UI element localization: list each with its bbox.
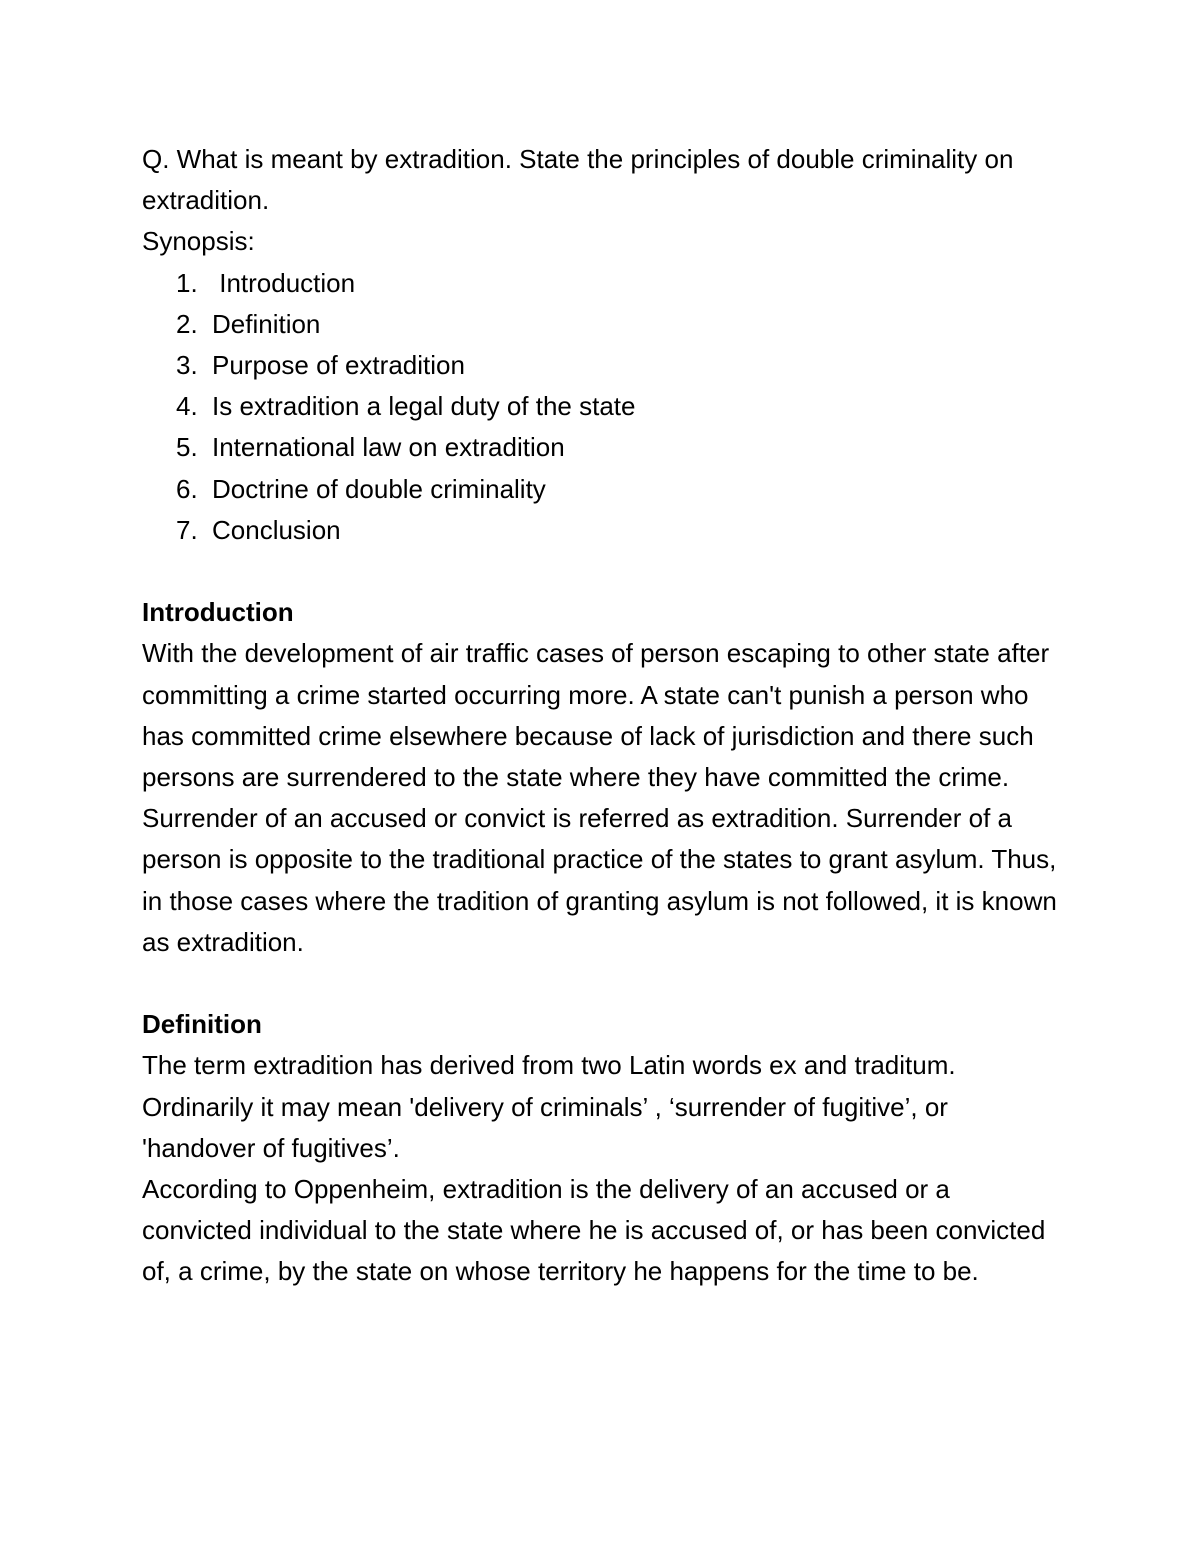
synopsis-item bbox=[142, 386, 1062, 427]
synopsis-label: Synopsis: bbox=[142, 226, 255, 257]
synopsis-item bbox=[142, 510, 1062, 551]
definition-body-paragraph: The term extradition has derived from two Latin words ex and traditum. Ordinarily it may mean 'delivery of criminals’ , ‘surrender of fugitive’, or 'handover of fugitives’. bbox=[142, 1050, 956, 1163]
introduction-body: With the development of air traffic cases of person escaping to other state after committing a crime started occurring more. A state can't punish a person who has committed crime elsewhere because of lack of jurisdiction and there such persons are surrendered to the state where they have committed the crime. Surrender of an accused or convict is referred as extradition. Surrender of a person is opposite to the traditional practice of the states to grant asylum. Thus, in those cases where the tradition of granting asylum is not followed, it is known as extradition. bbox=[142, 638, 1057, 957]
list-number: 1. bbox=[176, 267, 198, 298]
list-text: Is extradition a legal duty of the state bbox=[212, 391, 636, 422]
list-number: 3. bbox=[176, 350, 198, 381]
list-text: Introduction bbox=[212, 267, 356, 298]
definition-heading: Definition bbox=[142, 1009, 262, 1040]
list-text: International law on extradition bbox=[212, 432, 565, 463]
definition-oppenheim-paragraph: According to Oppenheim, extradition is the delivery of an accused or a convicted individual to the state where he is accused of, or has been convicted of, a crime, by the state on whose territory he happens for the time to be. bbox=[142, 1174, 1046, 1287]
synopsis-item bbox=[142, 345, 1062, 386]
synopsis-item bbox=[142, 263, 1062, 304]
list-number: 5. bbox=[176, 432, 198, 463]
spacer bbox=[142, 963, 1062, 1004]
list-text: Purpose of extradition bbox=[212, 350, 465, 381]
list-number: 2. bbox=[176, 308, 198, 339]
synopsis-list bbox=[142, 263, 1062, 551]
list-text: Conclusion bbox=[212, 514, 341, 545]
list-number: 7. bbox=[176, 514, 198, 545]
synopsis-item bbox=[142, 304, 1062, 345]
question-text: Q. What is meant by extradition. State the principles of double criminality on extradition. bbox=[142, 144, 1014, 216]
list-text: Doctrine of double criminality bbox=[212, 473, 546, 504]
document-page bbox=[142, 139, 1062, 1293]
list-number: 6. bbox=[176, 473, 198, 504]
synopsis-item bbox=[142, 427, 1062, 468]
list-text: Definition bbox=[212, 308, 321, 339]
spacer bbox=[142, 551, 1062, 592]
list-number: 4. bbox=[176, 391, 198, 422]
introduction-heading: Introduction bbox=[142, 597, 294, 628]
synopsis-item bbox=[142, 469, 1062, 510]
